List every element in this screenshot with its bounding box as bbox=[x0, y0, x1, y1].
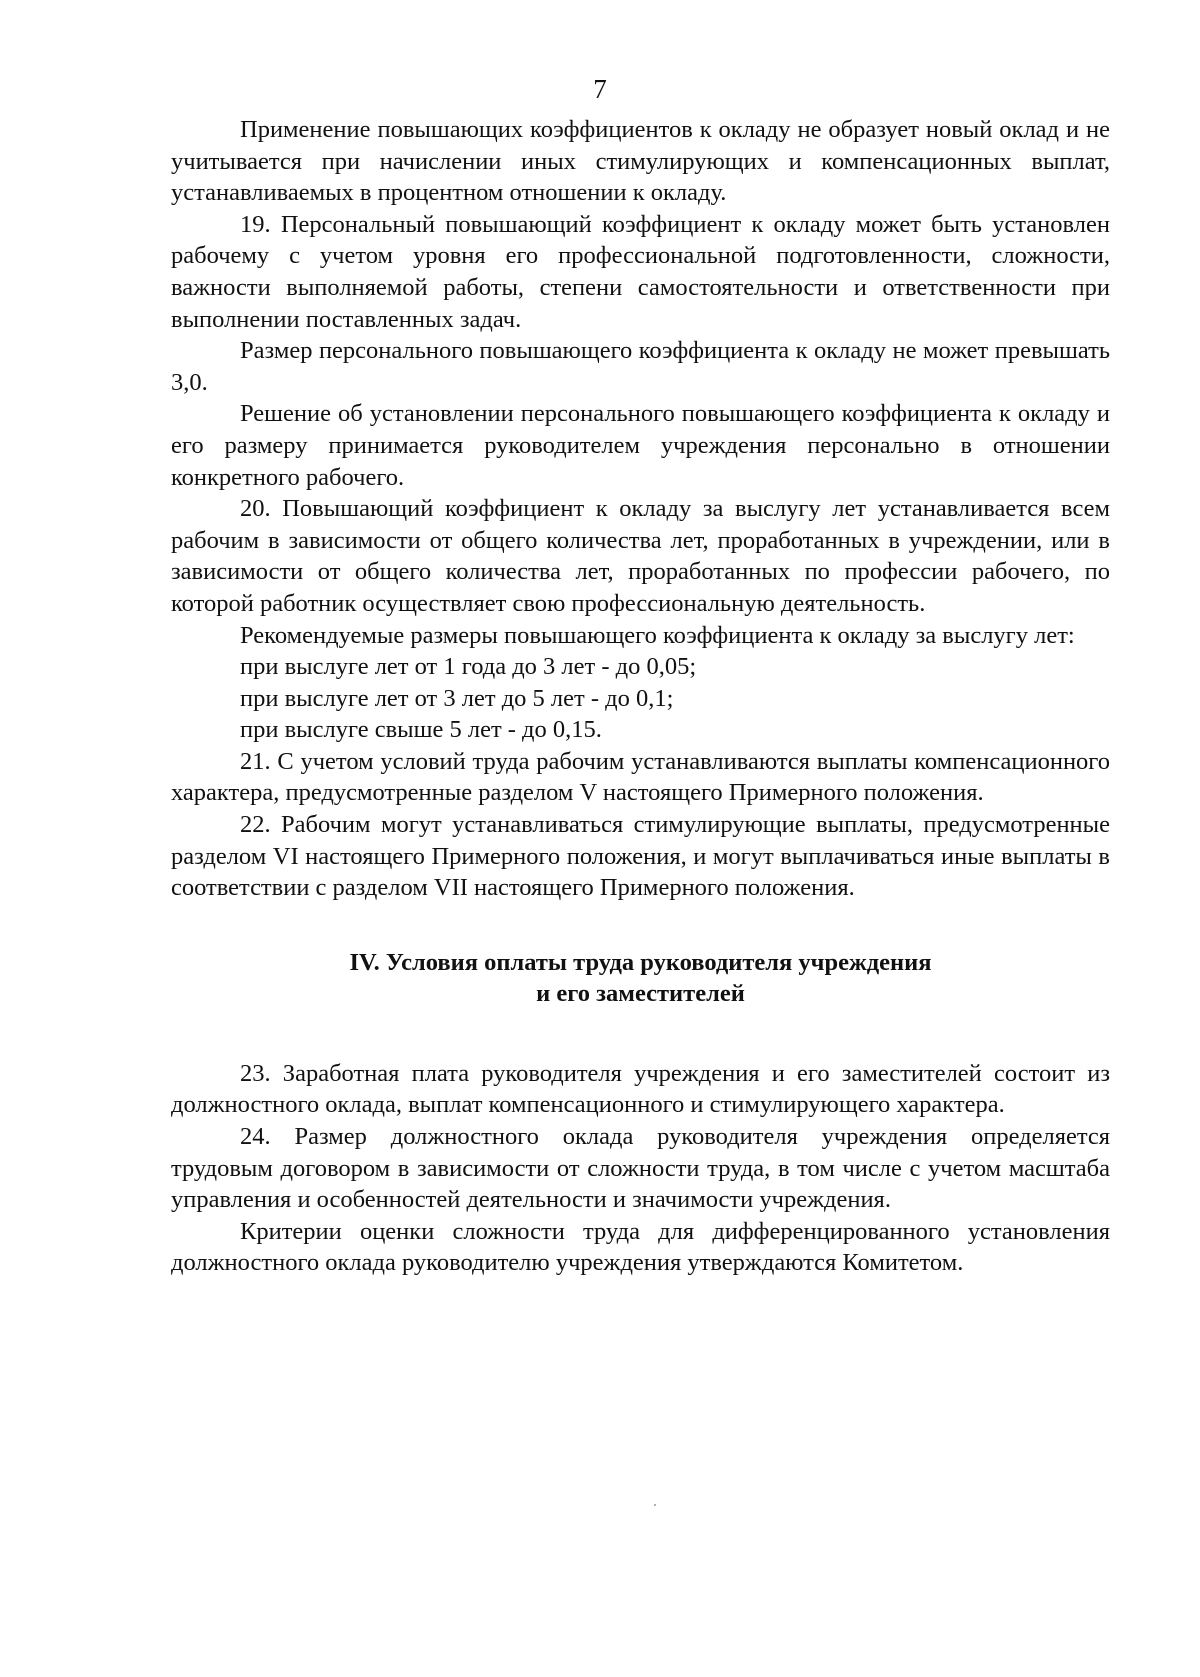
section-heading-line: и его заместителей bbox=[536, 979, 745, 1007]
paragraph: Критерии оценки сложности труда для дифференцированного установления должностного оклада руководителю учреждения утверждаются Комитетом. bbox=[171, 1217, 1110, 1277]
paragraph-item-19: 19. Персональный повышающий коэффициент к окладу может быть установлен рабочему с учетом уровня его профессиональной подготовленности, сложности, важности выполняемой работы, степени самостоятельности и ответственности при выполнении поставленных задач. bbox=[171, 210, 1110, 333]
paragraph: Решение об установлении персонального повышающего коэффициента к окладу и его размеру принимается руководителем учреждения персонально в отношении конкретного рабочего. bbox=[171, 400, 1110, 491]
scan-artifact bbox=[654, 1504, 656, 1506]
paragraph: Размер персонального повышающего коэффициента к окладу не может превышать 3,0. bbox=[171, 337, 1110, 396]
section-heading-line: IV. Условия оплаты труда руководителя учреждения bbox=[349, 948, 932, 976]
paragraph-item-23: 23. Заработная плата руководителя учреждения и его заместителей состоит из должностного оклада, выплат компенсационного и стимулирующего характера. bbox=[171, 1059, 1110, 1119]
seniority-list-item: при выслуге свыше 5 лет - до 0,15. bbox=[240, 716, 602, 744]
document-body bbox=[171, 114, 1110, 1279]
paragraph-item-22: 22. Рабочим могут устанавливаться стимулирующие выплаты, предусмотренные разделом VI настоящего Примерного положения, и могут выплачиваться иные выплаты в соответствии с разделом VII настоящего Примерного положения. bbox=[171, 811, 1110, 902]
paragraph-item-24: 24. Размер должностного оклада руководителя учреждения определяется трудовым договором в зависимости от сложности труда, в том числе с учетом масштаба управления и особенностей деятельности и значимости учреждения. bbox=[171, 1123, 1110, 1214]
paragraph: Применение повышающих коэффициентов к окладу не образует новый оклад и не учитывается при начислении иных стимулирующих и компенсационных выплат, устанавливаемых в процентном отношении к окладу. bbox=[171, 116, 1110, 207]
seniority-list-item: при выслуге лет от 1 года до 3 лет - до 0,05; bbox=[240, 653, 697, 681]
page-number: 7 bbox=[593, 74, 607, 104]
paragraph-item-21: 21. С учетом условий труда рабочим устанавливаются выплаты компенсационного характера, предусмотренные разделом V настоящего Примерного положения. bbox=[171, 747, 1110, 807]
paragraph: Рекомендуемые размеры повышающего коэффициента к окладу за выслугу лет: bbox=[240, 621, 1075, 649]
seniority-list-item: при выслуге лет от 3 лет до 5 лет - до 0,1; bbox=[240, 684, 674, 712]
section-heading bbox=[171, 947, 1110, 1009]
paragraph-item-20: 20. Повышающий коэффициент к окладу за выслугу лет устанавливается всем рабочим в зависимости от общего количества лет, проработанных в учреждении, или в зависимости от общего количества лет, проработанных по профессии рабочего, по которой работник осуществляет свою профессиональную деятельность. bbox=[171, 495, 1110, 617]
